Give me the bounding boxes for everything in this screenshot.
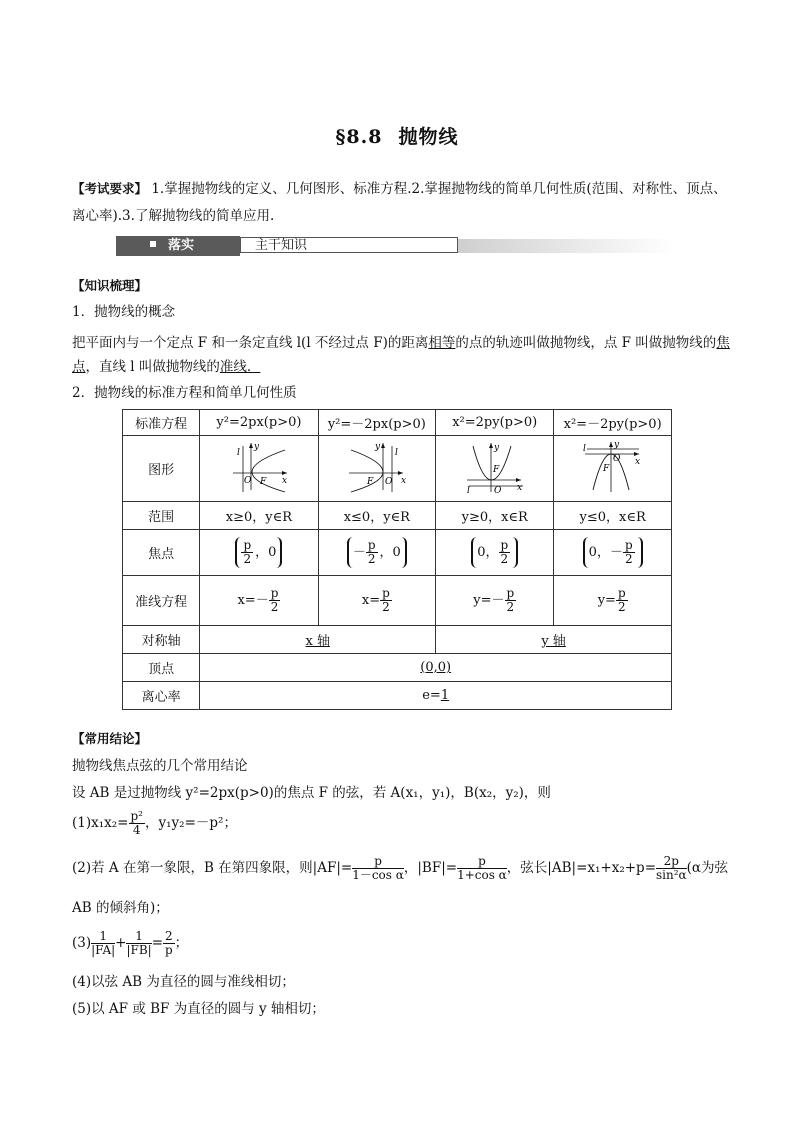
table-cell: y²=2px(p>0) [200, 410, 318, 436]
banner-left-text: 落实 [168, 238, 195, 253]
ecc-value: 1 [440, 688, 450, 703]
requirements-label: 【考试要求】 [72, 181, 148, 196]
fraction [623, 539, 635, 566]
conclusion-3 [72, 930, 752, 957]
denominator: 2 [624, 552, 633, 566]
banner-light [240, 237, 458, 253]
table-cell [554, 436, 672, 502]
banner-gradient [458, 239, 676, 253]
table-cell: y≤0，x∈R [554, 502, 672, 530]
denominator: 2 [382, 600, 390, 614]
square-bullet-icon [150, 241, 156, 247]
fraction [656, 855, 687, 882]
blank-focus: 焦点 [72, 335, 730, 375]
concept-text-c: ，直线 l 叫做抛物线的 [85, 359, 220, 375]
table-cell [200, 436, 318, 502]
row-header: 准线方程 [123, 576, 200, 626]
fraction [499, 539, 511, 566]
table-row [123, 682, 672, 710]
label-l: l [466, 485, 470, 494]
axis-x: x 轴 [305, 634, 330, 649]
table-row [123, 576, 672, 626]
denominator: 2 [367, 552, 376, 566]
row-header: 离心率 [123, 682, 200, 710]
conclusions-label: 【常用结论】 [72, 731, 148, 746]
row-header: 顶点 [123, 654, 200, 682]
directrix-pre: x=－ [237, 593, 269, 608]
table-cell [436, 436, 554, 502]
numerator: 1 [126, 930, 151, 944]
focus-post: ，0 [255, 545, 277, 560]
label-f: F [259, 476, 267, 487]
row-header: 图形 [123, 436, 200, 502]
row-header: 标准方程 [123, 410, 200, 436]
denominator: 2 [243, 552, 252, 566]
exam-requirements [72, 175, 732, 230]
parabola-left-figure [345, 440, 409, 494]
table-cell [200, 576, 318, 626]
row-header: 范围 [123, 502, 200, 530]
table-cell [200, 654, 672, 682]
label-y: y [374, 441, 380, 452]
table-cell [318, 530, 436, 576]
table-cell [200, 530, 318, 576]
denominator: p [165, 943, 173, 957]
concept-paragraph [72, 331, 732, 379]
fraction [352, 855, 404, 882]
label-f: F [492, 464, 499, 475]
requirements-text: 1.掌握抛物线的定义、几何图形、标准方程.2.掌握抛物线的简单几何性质(范围、对称性、顶点、离心率).3.了解抛物线的简单应用. [72, 181, 727, 224]
denominator: |FB| [126, 943, 152, 957]
denominator: sin²α [656, 868, 687, 882]
conclusion-5: (5)以 AF 或 BF 为直径的圆与 y 轴相切； [72, 1001, 325, 1017]
label-x: x [516, 482, 522, 493]
focus-pre: － [352, 545, 366, 560]
table-cell: x≤0，y∈R [318, 502, 436, 530]
numerator: 2 [165, 929, 173, 943]
section-title: 抛物线 [398, 126, 459, 148]
table-cell [436, 576, 554, 626]
table-cell [554, 530, 672, 576]
table-cell [200, 626, 436, 654]
label-f: F [366, 476, 374, 487]
table-row [123, 626, 672, 654]
label-l: l [236, 447, 240, 458]
parabola-up-figure [463, 440, 527, 494]
table-cell: x²=2py(p>0) [436, 410, 554, 436]
numerator: p [617, 586, 626, 600]
directrix-pre: x= [361, 593, 381, 608]
fraction [505, 587, 517, 614]
c3-post: ； [174, 935, 189, 951]
numerator: p [270, 586, 279, 600]
label-o: O [384, 476, 393, 487]
fraction [380, 587, 392, 614]
denominator: 2 [270, 600, 279, 614]
table-row [123, 410, 672, 436]
c1-pre: (1)x₁x₂= [72, 815, 129, 831]
conclusion-2 [72, 855, 752, 882]
fraction [129, 810, 146, 837]
numerator: p [352, 855, 404, 869]
label-x: x [634, 456, 640, 467]
fraction [126, 930, 151, 957]
focus-coordinates [235, 537, 282, 568]
label-y: y [253, 441, 260, 452]
c2-text-c: ，弦长|AB|=x₁+x₂+p= [506, 860, 657, 876]
label-y: y [493, 442, 499, 453]
table-row [123, 654, 672, 682]
label-o: O [243, 475, 252, 486]
c2-text-a: (2)若 A 在第一象限，B 在第四象限，则|AF|= [72, 860, 353, 876]
denominator: 1－cos α [352, 868, 404, 882]
numerator: 2p [656, 855, 687, 869]
conclusion-4: (4)以弦 AB 为直径的圆与准线相切； [72, 974, 295, 990]
numerator: p [500, 538, 509, 552]
row-header: 焦点 [123, 530, 200, 576]
blank-equal: 相等 [428, 335, 456, 351]
conclusion-1 [72, 810, 752, 837]
section-number: §8.8 [335, 126, 383, 148]
c2-text-d: (α为弦 [686, 860, 729, 876]
numerator: p [243, 538, 252, 552]
fraction [457, 855, 507, 882]
table-cell: y≥0，x∈R [436, 502, 554, 530]
label-y: y [613, 439, 619, 450]
denominator: 2 [500, 552, 509, 566]
table-cell [554, 576, 672, 626]
equals-sign: = [151, 935, 164, 951]
label-o: O [493, 485, 502, 494]
numerator: p² [130, 809, 143, 823]
blank-directrix: 准线． [219, 359, 261, 375]
fraction [269, 587, 281, 614]
table-cell: y²=－2px(p>0) [318, 410, 436, 436]
plus-sign: + [115, 935, 127, 951]
table-row [123, 502, 672, 530]
properties-table [122, 409, 672, 710]
focus-coordinates [347, 537, 407, 568]
denominator: |FA| [91, 943, 116, 957]
table-cell [436, 530, 554, 576]
focus-coordinates [583, 537, 643, 568]
axis-y: y 轴 [541, 634, 566, 649]
directrix-pre: y= [597, 593, 616, 608]
numerator: p [457, 855, 507, 869]
focus-pre: 0，－ [588, 545, 623, 560]
table-row [123, 530, 672, 576]
concept-text-a: 把平面内与一个定点 F 和一条定直线 l(l 不经过点 F)的距离 [72, 335, 429, 351]
table-cell [318, 436, 436, 502]
table-row [123, 436, 672, 502]
table-cell [200, 682, 672, 710]
table-cell: x²=－2py(p>0) [554, 410, 672, 436]
table-cell [318, 576, 436, 626]
fraction [366, 539, 378, 566]
fraction [91, 930, 115, 957]
table-cell: x≥0，y∈R [200, 502, 318, 530]
page-title [0, 122, 794, 149]
fraction [616, 587, 628, 614]
focus-post: ，0 [379, 545, 401, 560]
label-x: x [281, 475, 288, 486]
numerator: p [367, 538, 376, 552]
c1-post: ，y₁y₂=－p²； [145, 815, 237, 831]
row-header: 对称轴 [123, 626, 200, 654]
directrix-pre: y=－ [473, 593, 505, 608]
denominator: 1+cos α [457, 868, 507, 882]
std-heading: 2．抛物线的标准方程和简单几何性质 [72, 385, 297, 401]
section-banner [116, 236, 676, 256]
conclusions-heading: 抛物线焦点弦的几个常用结论 [72, 758, 248, 774]
numerator: 1 [91, 930, 115, 944]
focus-coordinates [471, 537, 518, 568]
conclusion-2-cont: AB 的倾斜角)； [72, 900, 169, 916]
table-cell [436, 626, 672, 654]
parabola-down-figure [581, 440, 645, 494]
c3-pre: (3) [72, 935, 92, 951]
fraction [163, 930, 175, 957]
numerator: p [382, 586, 390, 600]
denominator: 4 [132, 823, 141, 837]
knowledge-label: 【知识梳理】 [72, 278, 148, 293]
concept-text-b: 的点的轨迹叫做抛物线，点 F 叫做抛物线的 [455, 335, 717, 351]
label-f: F [602, 463, 609, 474]
label-l: l [582, 443, 586, 454]
label-x: x [400, 475, 406, 486]
conclusions-intro: 设 AB 是过抛物线 y²=2px(p>0)的焦点 F 的弦，若 A(x₁，y₁)，B(x₂，y₂)，则 [72, 785, 551, 801]
denominator: 2 [617, 600, 626, 614]
label-l: l [394, 447, 398, 458]
ecc-pre: e= [422, 688, 441, 703]
parabola-right-figure [227, 440, 291, 494]
focus-pre: 0， [477, 545, 499, 560]
numerator: p [506, 586, 515, 600]
banner-right-text: 主干知识 [255, 238, 308, 253]
concept-heading: 1．抛物线的概念 [72, 304, 176, 320]
denominator: 2 [506, 600, 515, 614]
c2-text-b: ，|BF|= [403, 860, 458, 876]
vertex-value: (0,0) [420, 660, 452, 675]
label-o: O [612, 453, 621, 464]
fraction [241, 539, 253, 566]
banner-dark [116, 236, 240, 256]
numerator: p [624, 538, 633, 552]
